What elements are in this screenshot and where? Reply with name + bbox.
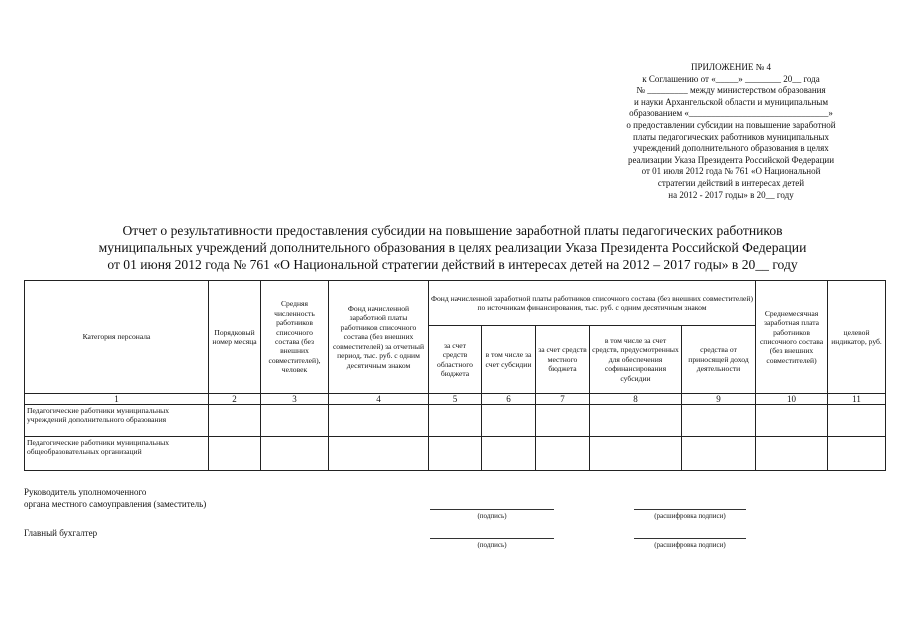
accountant-signature-caption: (подпись) — [477, 541, 507, 549]
appendix-line: к Соглашению от «_____» ________ 20__ года — [642, 73, 820, 84]
table-cell — [828, 405, 886, 437]
table-cell — [536, 437, 590, 471]
column-number: 2 — [209, 394, 261, 405]
header-category: Категория персонала — [25, 281, 209, 394]
column-number: 5 — [429, 394, 482, 405]
appendix-line: стратегии действий в интересах детей — [657, 177, 805, 188]
report-title — [20, 222, 885, 273]
head-title-line2: органа местного самоуправления (заместитель) — [24, 499, 207, 509]
appendix-line: ПРИЛОЖЕНИЕ № 4 — [690, 62, 772, 72]
accountant-title: Главный бухгалтер — [24, 528, 98, 538]
header-regional: за счет средств областного бюджета — [429, 326, 482, 394]
table-cell — [209, 437, 261, 471]
accountant-decode-caption: (расшифровка подписи) — [654, 541, 726, 549]
table-cell — [682, 405, 756, 437]
table-cell — [429, 405, 482, 437]
table-row — [25, 405, 886, 437]
head-title-line1: Руководитель уполномоченного — [24, 487, 147, 497]
column-number: 9 — [682, 394, 756, 405]
table-cell — [590, 405, 682, 437]
table-cell — [482, 437, 536, 471]
table-cell — [536, 405, 590, 437]
accountant-decode-line — [634, 538, 746, 539]
table-cell — [209, 405, 261, 437]
header-income: средства от приносящей доход деятельности — [682, 326, 756, 394]
appendix-line: о предоставлении субсидии на повышение заработной — [626, 119, 836, 130]
report-table — [24, 280, 886, 471]
row-label: Педагогические работники муниципальных учреждений дополнительного образования — [25, 405, 209, 437]
appendix-line: учреждений дополнительного образования в целях — [633, 143, 829, 154]
head-signature-caption: (подпись) — [477, 512, 507, 520]
appendix-block — [600, 62, 862, 201]
accountant-signature-line — [430, 538, 554, 539]
column-number: 6 — [482, 394, 536, 405]
header-headcount: Средняя численность работников списочного состава (без внешних совместителей), человек — [261, 281, 329, 394]
table-cell — [329, 437, 429, 471]
row-label: Педагогические работники муниципальных общеобразовательных организаций — [25, 437, 209, 471]
head-decode-caption: (расшифровка подписи) — [654, 512, 726, 520]
table-cell — [261, 405, 329, 437]
appendix-line: платы педагогических работников муниципальных — [633, 131, 829, 142]
appendix-line: от 01 июля 2012 года № 761 «О Национальной — [641, 166, 821, 177]
appendix-line: № _________ между министерством образования — [636, 85, 826, 96]
header-payroll-fund: Фонд начисленной заработной платы работников списочного состава (без внешних совместителей) за отчетный период, тыс. руб. с одним десятичным знаком — [329, 281, 429, 394]
header-incl-cofinancing: в том числе за счет средств, предусмотренных для обеспечения софинансирования субсидии — [590, 326, 682, 394]
column-number: 7 — [536, 394, 590, 405]
appendix-line: образованием «_______________________________» — [629, 108, 833, 119]
table-cell — [329, 405, 429, 437]
appendix-line: на 2012 - 2017 годы» в 20__ году — [668, 189, 794, 200]
table-cell — [261, 437, 329, 471]
title-line: муниципальных учреждений дополнительного образования в целях реализации Указа Президента Российской Федерации — [98, 240, 807, 255]
appendix-line: реализации Указа Президента Российской Федерации — [627, 154, 835, 165]
header-local: за счет средств местного бюджета — [536, 326, 590, 394]
table-row — [25, 437, 886, 471]
column-number: 3 — [261, 394, 329, 405]
title-line: от 01 июня 2012 года № 761 «О Национальной стратегии действий в интересах детей на 2012 – 2017 годы» в 20__ году — [107, 257, 798, 272]
head-signature-line — [430, 509, 554, 510]
table-cell — [590, 437, 682, 471]
table-cell — [756, 405, 828, 437]
table-cell — [682, 437, 756, 471]
header-target: целевой индикатор, руб. — [828, 281, 886, 394]
column-number: 1 — [25, 394, 209, 405]
header-avg-salary: Среднемесячная заработная плата работников списочного состава (без внешних совместителей) — [756, 281, 828, 394]
title-line: Отчет о результативности предоставления субсидии на повышение заработной платы педагогических работников — [122, 223, 783, 238]
appendix-line: и науки Архангельской области и муниципальным — [633, 96, 829, 107]
column-number: 11 — [828, 394, 886, 405]
header-incl-subsidy: в том числе за счет субсидии — [482, 326, 536, 394]
table-cell — [756, 437, 828, 471]
table-cell — [828, 437, 886, 471]
column-number: 10 — [756, 394, 828, 405]
head-decode-line — [634, 509, 746, 510]
header-sources-group: Фонд начисленной заработной платы работников списочного состава (без внешних совместителей) по источникам финансирования, тыс. руб. с одним десятичным знаком — [429, 281, 756, 326]
header-order-month: Порядковый номер месяца — [209, 281, 261, 394]
table-cell — [429, 437, 482, 471]
table-cell — [482, 405, 536, 437]
column-number: 8 — [590, 394, 682, 405]
column-number: 4 — [329, 394, 429, 405]
